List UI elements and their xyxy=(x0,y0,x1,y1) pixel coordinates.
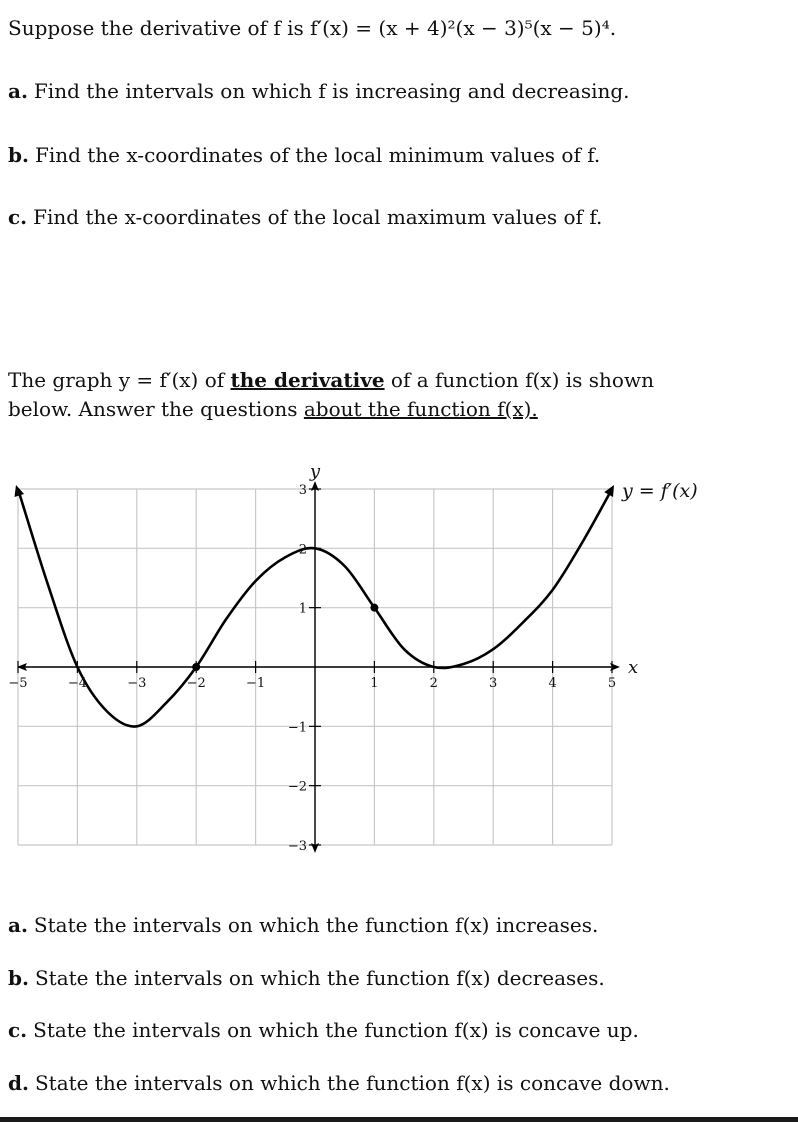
item-text: State the intervals on which the function f(x) decreases. xyxy=(34,966,605,990)
bottom-divider xyxy=(0,1117,798,1122)
item-label: c. xyxy=(8,205,28,229)
function-link[interactable]: about the function f(x). xyxy=(303,397,538,421)
derivative-graph xyxy=(0,455,798,855)
axes xyxy=(17,481,620,853)
item-text: State the intervals on which the function f(x) increases. xyxy=(33,913,599,937)
x-tick-label: 1 xyxy=(370,676,379,691)
marked-point xyxy=(370,604,378,612)
problem1-item-a xyxy=(8,79,630,103)
x-tick-label: −5 xyxy=(8,676,28,691)
marked-point xyxy=(192,663,200,671)
x-tick-label: 2 xyxy=(429,676,438,691)
problem2-item-a xyxy=(8,913,598,937)
x-tick-label: −3 xyxy=(127,676,147,691)
curve xyxy=(15,485,617,727)
item-label: c. xyxy=(8,1018,28,1042)
y-axis-label: y xyxy=(309,461,321,482)
item-text: Find the intervals on which f is increasing and decreasing. xyxy=(33,79,630,103)
problem1-item-b xyxy=(8,143,600,167)
item-label: b. xyxy=(8,966,29,990)
y-tick-label: −2 xyxy=(287,779,307,795)
item-label: a. xyxy=(8,913,28,937)
y-tick-label: −3 xyxy=(287,839,307,854)
problem2-item-d xyxy=(8,1071,670,1095)
y-tick-label: 2 xyxy=(298,542,307,558)
x-axis-label: x xyxy=(628,657,639,678)
x-tick-label: 3 xyxy=(489,676,498,691)
item-text: Find the x-coordinates of the local minimum values of f. xyxy=(34,143,601,167)
x-tick-label: 5 xyxy=(607,676,617,691)
item-text: Find the x-coordinates of the local maximum values of f. xyxy=(33,205,603,229)
curve-arrow-left xyxy=(15,485,25,497)
x-tick-label: −2 xyxy=(186,676,206,691)
problem1-statement: Suppose the derivative of f is f′(x) = (x + 4)²(x − 3)⁵(x − 5)⁴. xyxy=(8,16,617,40)
y-tick-label: 3 xyxy=(298,483,307,498)
curve-label: y = f′(x) xyxy=(622,480,698,502)
problem2-item-c xyxy=(8,1018,639,1042)
problem2-intro: The graph y = f′(x) of the derivative of a function f(x) is shown below. Answer the questions about the function f(x). xyxy=(8,368,654,421)
x-tick-label: 4 xyxy=(548,676,557,691)
x-tick-label: −4 xyxy=(67,676,87,691)
y-tick-label: 1 xyxy=(298,601,307,617)
item-label: a. xyxy=(8,79,28,103)
problem2-item-b xyxy=(8,966,605,990)
item-text: State the intervals on which the function f(x) is concave up. xyxy=(33,1018,639,1042)
derivative-link[interactable]: the derivative xyxy=(230,368,385,392)
problem1-item-c xyxy=(8,205,602,229)
y-tick-label: −1 xyxy=(287,720,307,736)
x-tick-label: −1 xyxy=(246,676,266,691)
item-label: d. xyxy=(8,1071,29,1095)
item-text: State the intervals on which the function f(x) is concave down. xyxy=(34,1071,670,1095)
item-label: b. xyxy=(8,143,29,167)
